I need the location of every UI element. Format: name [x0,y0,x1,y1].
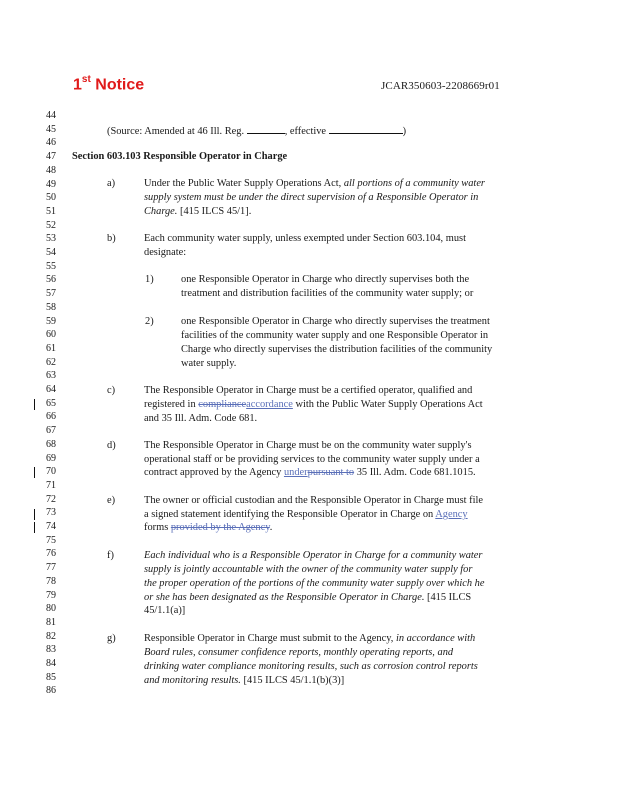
para-d-line: The Responsible Operator in Charge must be on the community water supply's [144,440,472,451]
subsection-label-g: g) [107,633,116,644]
line-number: 80 [46,603,56,615]
para-b1-line: one Responsible Operator in Charge who directly supervises both the [181,274,470,285]
inserted-text: accordance [246,399,293,410]
source-note [107,124,406,138]
para-b2-line: water supply. [181,358,237,369]
line-number: 68 [46,438,56,450]
document-id: JCAR350603-2208669r01 [381,80,500,92]
change-bar [34,522,35,533]
line-number: 45 [46,123,56,135]
line-number: 49 [46,178,56,190]
line-number: 85 [46,671,56,683]
line-number: 71 [46,479,56,491]
line-number: 59 [46,315,56,327]
para-b2-line: facilities of the community water supply and one Responsible Operator in [181,330,489,341]
para-e-line: The owner or official custodian and the Responsible Operator in Charge must file [144,495,483,506]
subsection-label-f: f) [107,550,114,561]
para-c-line: The Responsible Operator in Charge must be a certified operator, qualified and [144,385,473,396]
para-f-line: the proper operation of the portions of the community water supply over which he [144,578,485,589]
para-c-line: and 35 Ill. Adm. Code 681. [144,413,258,424]
line-number: 72 [46,493,56,505]
change-bar [34,509,35,520]
line-number: 53 [46,233,56,245]
subsection-label-b2: 2) [145,316,154,327]
para-g-line: Board rules, consumer confidence reports, monthly operating reports, and [144,647,454,658]
notice-number: 1 [73,76,82,94]
line-number: 60 [46,329,56,341]
para-d-line: operational staff or be providing services to the community water supply under a [144,454,480,465]
notice-word: Notice [95,76,145,94]
source-prefix: (Source: Amended at 46 Ill. Reg. [107,126,245,137]
inserted-text: under [283,467,308,478]
line-number: 65 [46,397,56,409]
para-b1-line: treatment and distribution facilities of the community water supply; or [181,288,474,299]
line-number: 79 [46,589,56,601]
para-e-line: a signed statement identifying the Responsible Operator in Charge on Agency [144,509,468,520]
para-e-line: forms provided by the Agency. [144,522,273,533]
line-number: 84 [46,658,56,669]
line-number: 63 [46,370,56,382]
para-f-line: supply is jointly accountable with the owner of the community water supply for [144,564,473,575]
change-bar [34,467,35,478]
line-number: 51 [46,205,56,217]
register-page-blank [247,124,285,134]
notice-title [73,75,144,94]
line-number: 77 [46,562,56,574]
notice-ordinal-suffix: st [81,74,91,85]
line-number: 46 [46,137,56,149]
para-b-line: Each community water supply, unless exempted under Section 603.104, must [144,233,466,244]
line-number: 81 [46,616,56,628]
deleted-text: provided by the Agency [170,522,270,533]
para-g-line: drinking water compliance monitoring results, such as corrosion control reports [144,661,478,672]
para-a-line: Charge. [415 ILCS 45/1]. [144,206,252,217]
para-g-line: and monitoring results. [415 ILCS 45/1.1(b)(3)] [144,675,345,686]
inserted-text: Agency [435,509,468,520]
deleted-text: pursuant to [307,467,355,478]
line-number: 61 [46,342,56,354]
line-number: 66 [46,411,56,423]
subsection-label-c: c) [107,385,116,396]
line-number: 74 [46,521,56,532]
line-number: 76 [46,548,56,560]
line-number: 70 [46,466,56,478]
line-number: 54 [46,247,56,258]
line-number: 78 [46,575,56,587]
para-a-line: Under the Public Water Supply Operations Act, all portions of a community water [144,178,485,189]
subsection-label-b1: 1) [145,274,154,285]
para-f-line: Each individual who is a Responsible Operator in Charge for a community water [144,550,483,561]
line-number: 52 [46,219,56,231]
subsection-label-a: a) [107,178,116,189]
source-suffix: ) [402,126,407,137]
line-number: 82 [46,630,56,642]
line-number: 69 [46,452,56,464]
para-a-line: supply system must be under the direct supervision of a Responsible Operator in [144,192,479,203]
subsection-label-e: e) [107,495,116,506]
line-number: 57 [46,288,56,300]
subsection-label-d: d) [107,440,116,451]
source-middle: , effective [284,126,327,137]
line-number: 86 [46,685,56,697]
para-d-line: contract approved by the Agency underpursuant to 35 Ill. Adm. Code 681.1015. [144,467,476,478]
line-number: 64 [46,384,56,395]
line-number: 56 [46,274,56,286]
para-f-line: 45/1.1(a)] [144,605,186,616]
line-number: 83 [46,644,56,656]
line-number: 75 [46,534,56,546]
line-number: 48 [46,164,56,176]
para-b2-line: one Responsible Operator in Charge who directly supervises the treatment [181,316,490,327]
line-number: 73 [46,507,56,519]
deleted-text: compliance [198,399,247,410]
para-g-line: Responsible Operator in Charge must submit to the Agency, in accordance with [144,633,476,644]
line-number: 55 [46,260,56,272]
line-number: 62 [46,356,56,368]
subsection-label-b: b) [107,233,116,244]
para-c-line: registered in complianceaccordance with the Public Water Supply Operations Act [144,399,483,410]
line-number: 47 [46,151,56,163]
change-bar [34,399,35,410]
line-number: 67 [46,425,56,437]
para-b2-line: Charge who directly supervises the distribution facilities of the community [181,344,493,355]
effective-date-blank [329,124,403,134]
para-b-line: designate: [144,247,187,258]
para-f-line: or she has been designated as the Responsible Operator in Charge. [415 ILCS [144,592,472,603]
line-number: 50 [46,192,56,204]
section-heading: Section 603.103 Responsible Operator in Charge [72,151,288,162]
line-number: 44 [46,110,56,121]
line-number: 58 [46,301,56,313]
